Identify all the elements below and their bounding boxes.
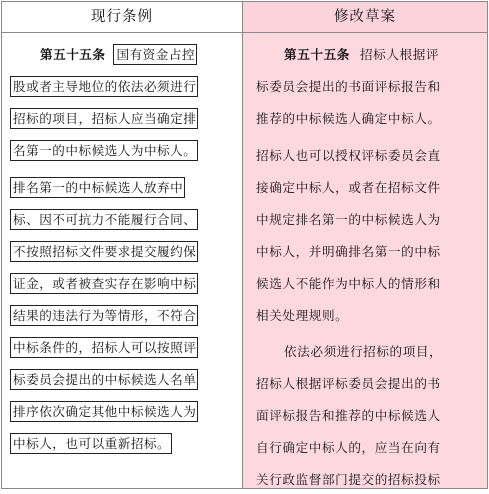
- draft-line: 面评标报告和推荐的中标候选人: [256, 408, 441, 423]
- current-line-text: 证金，或者被查实存在影响中标: [10, 273, 198, 294]
- comparison-table: [1, 1, 488, 489]
- current-line-text: 中标条件的，招标人可以按照评: [10, 337, 198, 358]
- draft-line: 接确定中标人，或者在招标文件: [256, 180, 441, 195]
- current-line: [10, 238, 236, 265]
- draft-line: 标委员会提出的书面评标报告和: [256, 79, 441, 94]
- draft-line: [284, 41, 439, 69]
- current-line-text: 不按照招标文件要求提交履约保: [10, 241, 198, 262]
- current-line: [10, 41, 236, 68]
- current-line: [10, 302, 236, 329]
- current-line: [10, 73, 236, 100]
- current-line: [10, 206, 236, 233]
- draft-line: 推荐的中标候选人确定中标人。: [256, 111, 441, 126]
- current-line-text: 标委员会提出的中标候选人名单: [10, 369, 198, 390]
- current-line-text: 排序依次确定其他中标候选人为: [10, 401, 198, 422]
- current-line-text: 招标的项目，招标人应当确定排: [10, 108, 198, 129]
- current-line: [10, 430, 236, 457]
- current-line: [10, 270, 236, 297]
- draft-line: 候选人不能作为中标人的情形和: [256, 276, 441, 291]
- current-line: [10, 174, 236, 201]
- draft-line: 中标人，并明确排名第一的中标: [256, 244, 441, 259]
- current-line: [10, 398, 236, 425]
- draft-line: 依法必须进行招标的项目，: [284, 344, 443, 359]
- current-line-text: 中标人，也可以重新招标。: [10, 433, 172, 454]
- current-line: [10, 137, 236, 164]
- current-regulation-column: [2, 2, 243, 488]
- draft-line-text: 招标人根据评: [359, 47, 440, 62]
- draft-article-number: 第五十五条: [284, 47, 350, 62]
- current-line: [10, 334, 236, 361]
- current-line-text: 名第一的中标候选人为中标人。: [10, 140, 198, 161]
- current-line-text: 排名第一的中标候选人放弃中: [10, 177, 185, 198]
- current-line-text: 标、因不可抗力不能履行合同、: [10, 209, 198, 230]
- draft-line: 招标人根据评标委员会提出的书: [256, 376, 441, 391]
- draft-line: 招标人也可以授权评标委员会直: [256, 148, 441, 163]
- draft-amendment-header: 修改草案: [243, 2, 487, 33]
- current-line-text: 国有资金占控: [113, 44, 197, 65]
- current-article-number: 第五十五条: [40, 47, 106, 62]
- draft-line: 自行确定中标人的，应当在向有: [256, 440, 441, 455]
- current-line-text: 股或者主导地位的依法必须进行: [10, 76, 198, 97]
- current-line: [10, 105, 236, 132]
- current-line-text: 结果的违法行为等情形，不符合: [10, 305, 198, 326]
- draft-line: 中规定排名第一的中标候选人为: [256, 212, 441, 227]
- current-line: [10, 366, 236, 393]
- draft-line: 相关处理规则。: [256, 308, 349, 323]
- draft-amendment-column: [243, 2, 487, 488]
- current-regulation-header: 现行条例: [2, 2, 242, 33]
- draft-line: 关行政监督部门提交的招标投标: [256, 472, 441, 487]
